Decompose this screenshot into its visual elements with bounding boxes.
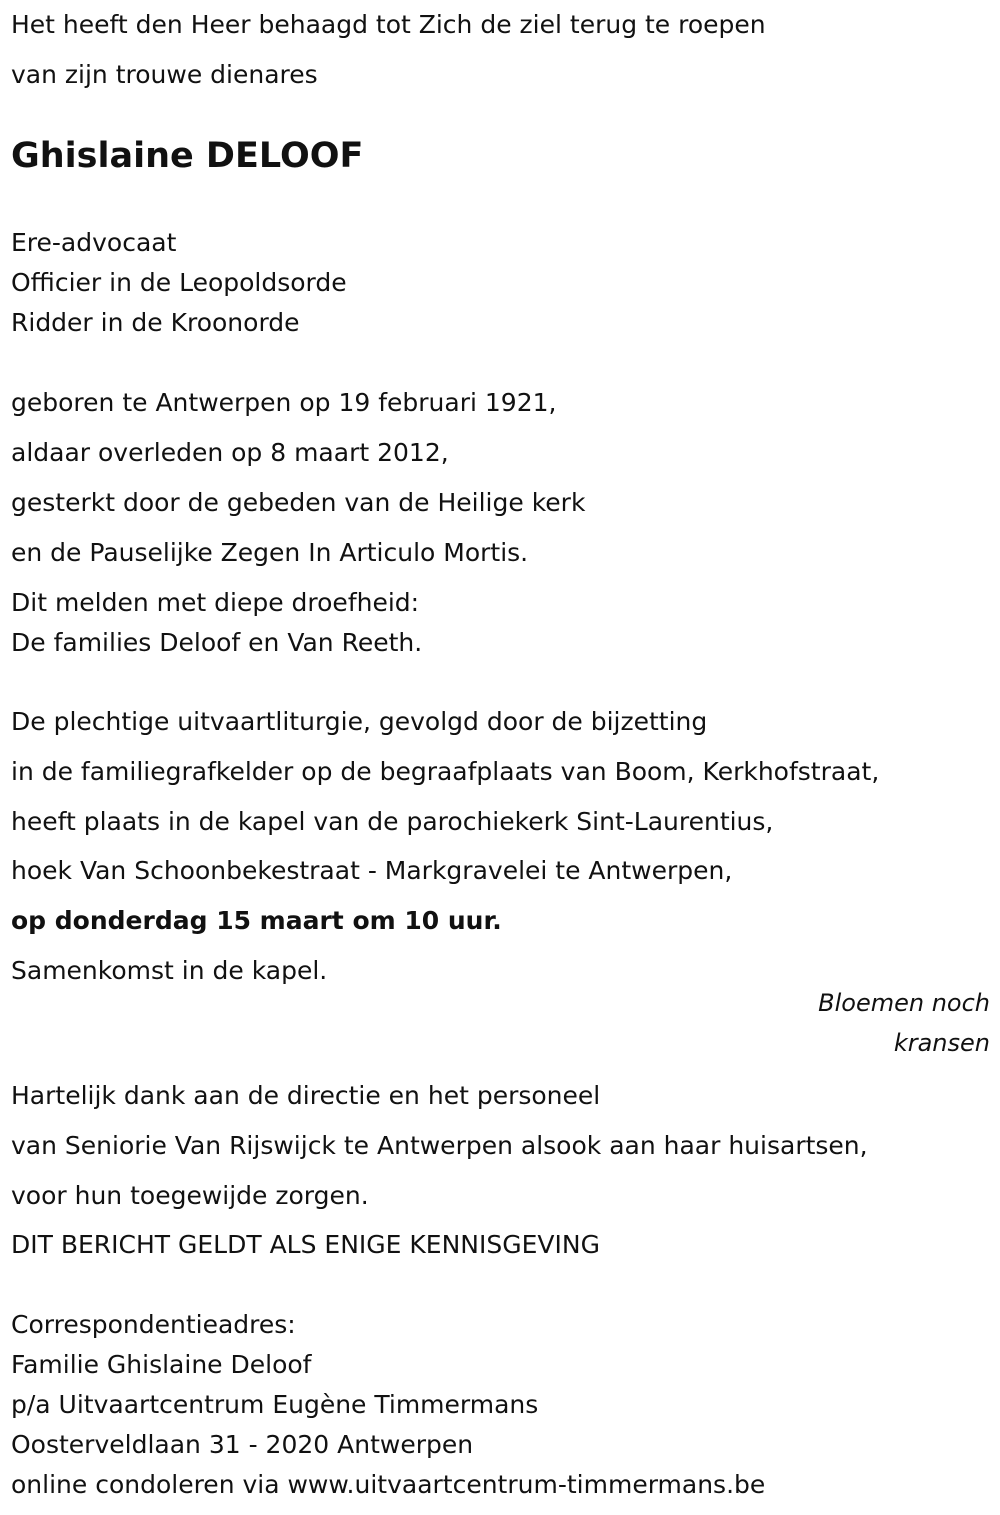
title-line: Ridder in de Kroonorde	[11, 308, 300, 337]
correspondence-line: Oosterveldlaan 31 - 2020 Antwerpen	[11, 1430, 474, 1459]
announcement-line: De families Deloof en Van Reeth.	[11, 628, 423, 657]
funeral-line: hoek Van Schoonbekestraat - Markgravelei te Antwerpen,	[11, 856, 733, 885]
deceased-name: Ghislaine DELOOF	[11, 136, 364, 176]
biography-line: gesterkt door de gebeden van de Heilige kerk	[11, 488, 586, 517]
notice-line: DIT BERICHT GELDT ALS ENIGE KENNISGEVING	[11, 1230, 600, 1259]
condolence-link-line: online condoleren via www.uitvaartcentrum-timmermans.be	[11, 1470, 766, 1499]
funeral-datetime: op donderdag 15 maart om 10 uur.	[11, 906, 502, 935]
flowers-line: Bloemen noch	[818, 989, 990, 1017]
biography-line: en de Pauselijke Zegen In Articulo Mortis.	[11, 538, 529, 567]
flowers-line: kransen	[893, 1029, 990, 1057]
funeral-line: heeft plaats in de kapel van de parochiekerk Sint-Laurentius,	[11, 807, 774, 836]
biography-line: aldaar overleden op 8 maart 2012,	[11, 438, 449, 467]
title-line: Officier in de Leopoldsorde	[11, 268, 347, 297]
funeral-line: in de familiegrafkelder op de begraafplaats van Boom, Kerkhofstraat,	[11, 757, 880, 786]
correspondence-line: Familie Ghislaine Deloof	[11, 1350, 312, 1379]
title-line: Ere-advocaat	[11, 228, 177, 257]
funeral-line: De plechtige uitvaartliturgie, gevolgd door de bijzetting	[11, 707, 708, 736]
biography-line: geboren te Antwerpen op 19 februari 1921,	[11, 388, 557, 417]
thanks-line: voor hun toegewijde zorgen.	[11, 1181, 369, 1210]
correspondence-line: p/a Uitvaartcentrum Eugène Timmermans	[11, 1390, 539, 1419]
thanks-line: van Seniorie Van Rijswijck te Antwerpen alsook aan haar huisartsen,	[11, 1131, 868, 1160]
intro-line: van zijn trouwe dienares	[11, 60, 318, 89]
announcement-line: Dit melden met diepe droefheid:	[11, 588, 420, 617]
correspondence-line: Correspondentieadres:	[11, 1310, 296, 1339]
thanks-line: Hartelijk dank aan de directie en het personeel	[11, 1081, 601, 1110]
intro-line: Het heeft den Heer behaagd tot Zich de ziel terug te roepen	[11, 10, 766, 39]
gathering-line: Samenkomst in de kapel.	[11, 956, 328, 985]
